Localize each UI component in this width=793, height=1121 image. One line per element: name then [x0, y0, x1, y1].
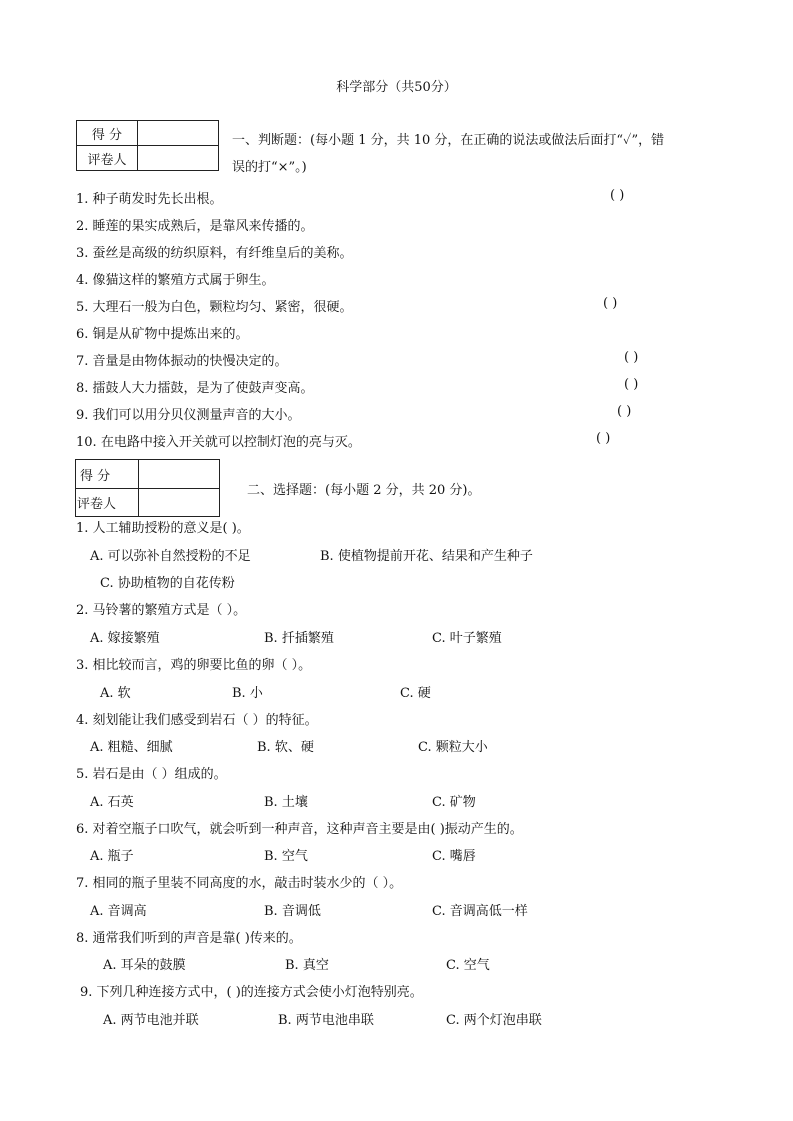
grader-label: 评卷人 [76, 489, 139, 517]
item-number: 1. [76, 192, 89, 207]
score-box-1 [76, 120, 219, 171]
score-label: 得 分 [77, 121, 138, 146]
mc-option[interactable]: A. 瓶子 [90, 849, 134, 864]
item-number: 9. [76, 408, 89, 423]
mc-option[interactable]: C. 协助植物的自花传粉 [100, 576, 235, 591]
mc-option[interactable]: A. 耳朵的鼓膜 [103, 958, 186, 973]
mc-option[interactable]: C. 两个灯泡串联 [446, 1013, 542, 1028]
mc-option[interactable]: A. 可以弥补自然授粉的不足 [90, 549, 251, 564]
item-text: 我们可以用分贝仪测量声音的大小。 [92, 408, 301, 423]
item-number: 7. [76, 354, 89, 369]
mc-option[interactable]: B. 小 [232, 686, 263, 701]
tf-item-9 [76, 404, 301, 423]
mc-question-3: 3. 相比较而言，鸡的卵要比鱼的卵（ ）。 [76, 658, 312, 673]
mc-option[interactable]: C. 颗粒大小 [418, 740, 488, 755]
item-number: 8. [76, 381, 89, 396]
answer-blank[interactable]: ( ) [610, 188, 625, 203]
grader-cell[interactable] [138, 146, 219, 171]
mc-option[interactable]: B. 真空 [285, 958, 329, 973]
score-label: 得 分 [76, 460, 139, 489]
score-cell[interactable] [138, 121, 219, 146]
tf-item-1 [76, 188, 223, 207]
mc-option[interactable]: B. 两节电池串联 [278, 1013, 374, 1028]
mc-option[interactable]: B. 音调低 [264, 904, 321, 919]
grader-cell[interactable] [139, 489, 220, 517]
mc-option[interactable]: C. 空气 [446, 958, 490, 973]
item-number: 6. [76, 327, 89, 342]
mc-question-1: 1. 人工辅助授粉的意义是( )。 [76, 521, 250, 536]
mc-option[interactable]: C. 硬 [400, 686, 431, 701]
mc-option[interactable]: B. 空气 [264, 849, 308, 864]
tf-item-10 [76, 431, 361, 450]
answer-blank[interactable]: ( ) [596, 431, 611, 446]
tf-item-3 [76, 242, 353, 261]
mc-option[interactable]: C. 嘴唇 [432, 849, 476, 864]
mc-option[interactable]: A. 音调高 [90, 904, 147, 919]
item-text: 睡莲的果实成熟后，是靠风来传播的。 [92, 219, 314, 234]
mc-option[interactable]: B. 使植物提前开花、结果和产生种子 [320, 549, 533, 564]
item-text: 音量是由物体振动的快慢决定的。 [92, 354, 288, 369]
mc-question-2: 2. 马铃薯的繁殖方式是（ ）。 [76, 603, 247, 618]
answer-blank[interactable]: ( ) [617, 404, 632, 419]
mc-option[interactable]: A. 软 [100, 686, 131, 701]
item-text: 像猫这样的繁殖方式属于卵生。 [92, 273, 275, 288]
mc-question-4: 4. 刻划能让我们感受到岩石（ ）的特征。 [76, 713, 318, 728]
tf-item-4 [76, 269, 275, 288]
mc-question-8: 8. 通常我们听到的声音是靠( )传来的。 [76, 931, 302, 946]
mc-option[interactable]: A. 粗糙、细腻 [90, 740, 173, 755]
answer-blank[interactable]: ( ) [603, 296, 618, 311]
grader-label: 评卷人 [77, 146, 138, 171]
item-number: 4. [76, 273, 89, 288]
section1-heading-line2: 误的打“×”。) [232, 160, 307, 175]
item-text: 擂鼓人大力擂鼓，是为了使鼓声变高。 [92, 381, 314, 396]
mc-question-6: 6. 对着空瓶子口吹气，就会听到一种声音，这种声音主要是由( )振动产生的。 [76, 822, 523, 837]
mc-option[interactable]: A. 两节电池并联 [103, 1013, 199, 1028]
score-box-2 [75, 459, 220, 517]
section1-heading [232, 127, 712, 181]
mc-option[interactable]: C. 音调高低一样 [432, 904, 528, 919]
answer-blank[interactable]: ( ) [624, 377, 639, 392]
answer-blank[interactable]: ( ) [624, 350, 639, 365]
mc-option[interactable]: B. 土壤 [264, 795, 308, 810]
item-text: 铜是从矿物中提炼出来的。 [92, 327, 249, 342]
item-text: 种子萌发时先长出根。 [92, 192, 223, 207]
mc-option[interactable]: A. 石英 [90, 795, 134, 810]
mc-option[interactable]: B. 软、硬 [257, 740, 314, 755]
section2-heading: 二、选择题：(每小题 2 分，共 20 分)。 [247, 483, 481, 498]
mc-option[interactable]: C. 叶子繁殖 [432, 631, 502, 646]
tf-item-2 [76, 215, 314, 234]
item-text: 大理石一般为白色，颗粒均匀、紧密，很硬。 [92, 300, 353, 315]
item-text: 蚕丝是高级的纺织原料，有纤维皇后的美称。 [92, 246, 353, 261]
item-number: 10. [76, 435, 97, 450]
tf-item-6 [76, 323, 249, 342]
mc-question-7: 7. 相同的瓶子里装不同高度的水，敲击时装水少的（ ）。 [76, 876, 403, 891]
item-number: 5. [76, 300, 89, 315]
score-cell[interactable] [139, 460, 220, 489]
mc-question-5: 5. 岩石是由（ ）组成的。 [76, 767, 227, 782]
item-number: 3. [76, 246, 89, 261]
tf-item-5 [76, 296, 353, 315]
mc-option[interactable]: A. 嫁接繁殖 [90, 631, 160, 646]
tf-item-8 [76, 377, 314, 396]
page-title: 科学部分（共50分） [336, 80, 457, 95]
mc-question-9: 9. 下列几种连接方式中，( )的连接方式会使小灯泡特别亮。 [80, 985, 423, 1000]
mc-option[interactable]: C. 矿物 [432, 795, 476, 810]
item-text: 在电路中接入开关就可以控制灯泡的亮与灭。 [100, 435, 361, 450]
tf-item-7 [76, 350, 288, 369]
section1-heading-line1: 一、判断题：(每小题 1 分，共 10 分，在正确的说法或做法后面打“✓”，错 [232, 133, 665, 148]
item-number: 2. [76, 219, 89, 234]
mc-option[interactable]: B. 扦插繁殖 [264, 631, 334, 646]
